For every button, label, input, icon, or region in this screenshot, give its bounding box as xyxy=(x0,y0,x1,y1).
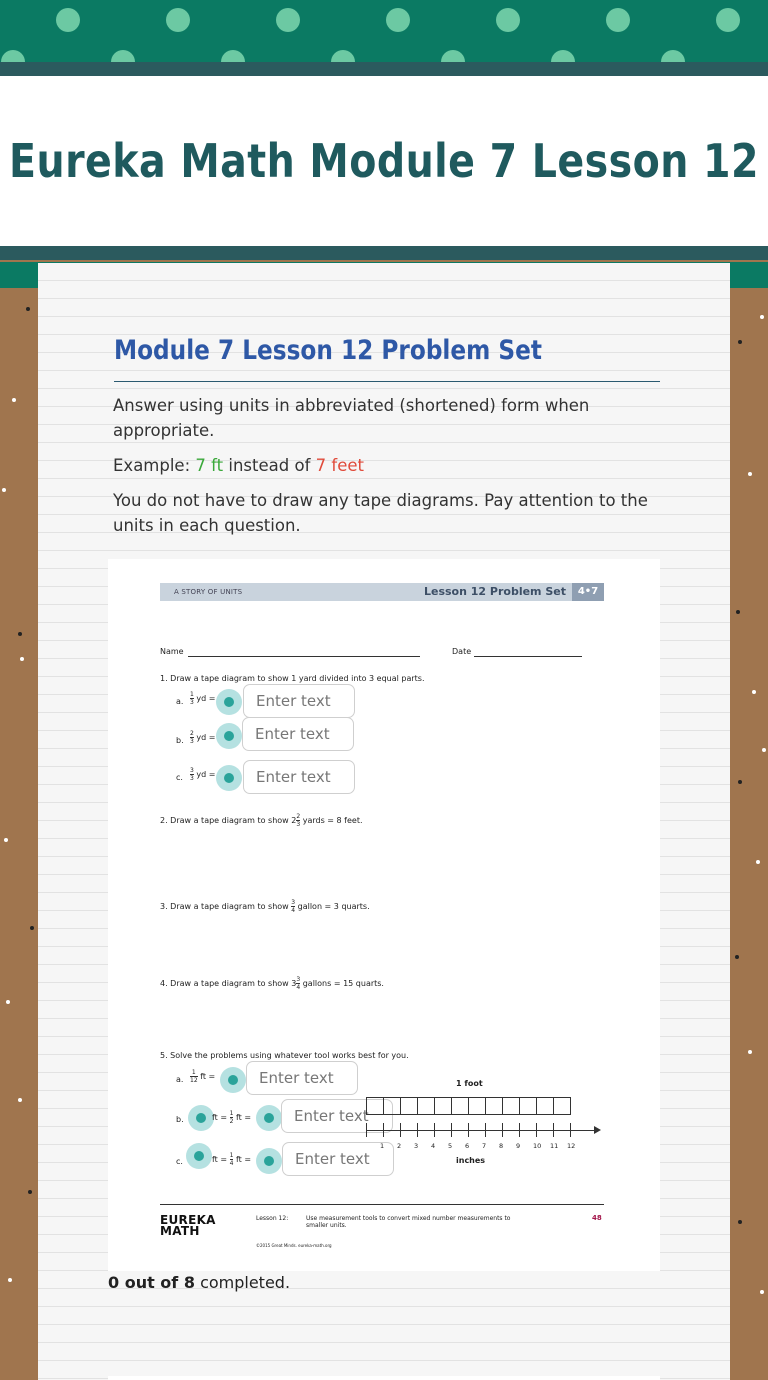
instruction-units: Answer using units in abbreviated (shortened) form when appropriate. xyxy=(113,396,590,440)
example-correct: 7 ft xyxy=(195,456,224,475)
next-panel-edge xyxy=(108,1376,660,1380)
fraction: $\frac{3}{4}$ xyxy=(296,976,301,991)
ruler-unit-label: inches xyxy=(456,1156,486,1165)
eureka-math-logo: EUREKA MATH xyxy=(160,1213,216,1238)
ruler-tick xyxy=(502,1123,503,1137)
ruler-number-label: 11 xyxy=(550,1142,559,1150)
ruler-cell-divider xyxy=(519,1097,520,1115)
instruction-tape-diagrams: You do not have to draw any tape diagrams. Pay attention to the units in each question. xyxy=(113,491,648,535)
banner-stripe xyxy=(0,62,768,76)
polka-dot-banner xyxy=(0,0,768,62)
ruler-tick xyxy=(570,1123,571,1137)
title-divider xyxy=(114,381,660,382)
ruler-cell-divider xyxy=(383,1097,384,1115)
completion-suffix: completed. xyxy=(200,1273,291,1292)
q5a-label: a. xyxy=(176,1075,184,1084)
fraction: $\frac{1}{12}$ xyxy=(190,1069,198,1084)
ruler-number-label: 6 xyxy=(465,1142,470,1150)
ruler-cell-divider xyxy=(417,1097,418,1115)
question-4: 4. Draw a tape diagram to show 3 $\frac{3}{4}$ gallons = 15 quarts. xyxy=(160,976,384,991)
q5c-hotspot-marker[interactable] xyxy=(256,1148,282,1174)
q1a-answer-input[interactable] xyxy=(243,684,355,718)
ruler-number-label: 5 xyxy=(448,1142,453,1150)
example-prefix: Example: xyxy=(113,456,191,475)
date-label: Date xyxy=(452,647,472,656)
ruler-number-label: 10 xyxy=(533,1142,542,1150)
q5a-answer-input[interactable] xyxy=(246,1061,358,1095)
ruler-tick xyxy=(451,1123,452,1137)
fraction: $\frac{1}{2}$ xyxy=(229,1110,234,1125)
ruler-number-label: 2 xyxy=(397,1142,402,1150)
ruler-number-label: 7 xyxy=(482,1142,487,1150)
sheet-grade-badge: 4•7 xyxy=(572,583,604,601)
q1a-expression: $\frac{1}{3}$ yd = xyxy=(190,691,216,706)
ruler-number-label: 12 xyxy=(567,1142,576,1150)
section-title: Module 7 Lesson 12 Problem Set xyxy=(114,335,542,366)
ruler-number-label: 9 xyxy=(516,1142,521,1150)
ruler-cell-divider xyxy=(502,1097,503,1115)
q5c-label: c. xyxy=(176,1157,183,1166)
title-band xyxy=(0,76,768,246)
ruler-title: 1 foot xyxy=(456,1079,483,1088)
ruler-tick xyxy=(383,1123,384,1137)
footer-copyright: ©2015 Great Minds. eureka-math.org xyxy=(256,1243,332,1248)
fraction: $\frac{2}{3}$ xyxy=(190,730,194,745)
example-middle: instead of xyxy=(228,456,311,475)
q5b-expression: ft = $\frac{1}{2}$ ft = xyxy=(212,1110,252,1125)
name-line xyxy=(188,656,420,657)
ruler-number-label: 1 xyxy=(380,1142,385,1150)
ruler-tick xyxy=(468,1123,469,1137)
q5b-label: b. xyxy=(176,1115,184,1124)
question-2: 2. Draw a tape diagram to show 2 $\frac{2}{3}$ yards = 8 feet. xyxy=(160,813,363,828)
ruler-tick xyxy=(485,1123,486,1137)
ruler-cell-divider xyxy=(400,1097,401,1115)
q5a-hotspot-marker[interactable] xyxy=(220,1067,246,1093)
q5c-answer-input[interactable] xyxy=(282,1142,394,1176)
ruler-tick xyxy=(417,1123,418,1137)
q1a-hotspot-marker[interactable] xyxy=(216,689,242,715)
fraction: $\frac{1}{3}$ xyxy=(190,691,194,706)
instruction-example xyxy=(113,453,663,478)
ruler-cell-divider xyxy=(553,1097,554,1115)
ruler-tick xyxy=(366,1123,367,1137)
date-line xyxy=(474,656,582,657)
fraction: $\frac{3}{3}$ xyxy=(190,767,194,782)
fraction: $\frac{3}{4}$ xyxy=(291,899,296,914)
example-wrong: 7 feet xyxy=(315,456,364,475)
q1b-answer-input[interactable] xyxy=(242,717,354,751)
question-1: 1. Draw a tape diagram to show 1 yard divided into 3 equal parts. xyxy=(160,674,425,683)
ruler-tick xyxy=(400,1123,401,1137)
fraction: $\frac{1}{4}$ xyxy=(229,1152,234,1167)
name-label: Name xyxy=(160,647,184,656)
sheet-lesson-label: Lesson 12 Problem Set xyxy=(423,585,566,598)
ruler-cell-divider xyxy=(451,1097,452,1115)
completion-count: 0 out of 8 xyxy=(108,1273,195,1292)
q5c-numerator-marker[interactable] xyxy=(186,1143,212,1169)
problem-set-sheet xyxy=(108,559,660,1271)
q5c-expression: ft = $\frac{1}{4}$ ft = xyxy=(212,1152,252,1167)
ruler-tick xyxy=(434,1123,435,1137)
q1a-label: a. xyxy=(176,697,184,706)
completion-status xyxy=(108,1273,290,1292)
ruler-number-label: 8 xyxy=(499,1142,504,1150)
q5a-expression: $\frac{1}{12}$ ft = xyxy=(190,1069,216,1084)
page-title: Eureka Math Module 7 Lesson 12 xyxy=(9,134,759,188)
ruler-tick xyxy=(536,1123,537,1137)
foot-ruler xyxy=(366,1097,602,1137)
question-3: 3. Draw a tape diagram to show $\frac{3}{4}$ gallon = 3 quarts. xyxy=(160,899,370,914)
q1c-label: c. xyxy=(176,773,183,782)
q5b-hotspot-marker[interactable] xyxy=(256,1105,282,1131)
ruler-cell-divider xyxy=(434,1097,435,1115)
ruler-cell-divider xyxy=(485,1097,486,1115)
ruler-cell-divider xyxy=(468,1097,469,1115)
question-5: 5. Solve the problems using whatever tool works best for you. xyxy=(160,1051,409,1060)
ruler-tick xyxy=(553,1123,554,1137)
ruler-number-label: 4 xyxy=(431,1142,436,1150)
q1b-expression: $\frac{2}{3}$ yd = xyxy=(190,730,216,745)
worksheet-paper xyxy=(38,263,730,1380)
fraction: $\frac{2}{3}$ xyxy=(296,813,301,828)
ruler-number-label: 3 xyxy=(414,1142,419,1150)
q1c-expression: $\frac{3}{3}$ yd = xyxy=(190,767,216,782)
q1b-hotspot-marker[interactable] xyxy=(216,723,242,749)
ruler-tick xyxy=(519,1123,520,1137)
q1b-label: b. xyxy=(176,736,184,745)
q1c-hotspot-marker[interactable] xyxy=(216,765,242,791)
ruler-cell-divider xyxy=(536,1097,537,1115)
ruler-arrow xyxy=(594,1126,601,1134)
q5b-numerator-marker[interactable] xyxy=(188,1105,214,1131)
footer-description: Use measurement tools to convert mixed number measurements to smaller units. xyxy=(306,1215,511,1229)
q1c-answer-input[interactable] xyxy=(243,760,355,794)
banner-stripe-lower xyxy=(0,246,768,260)
footer-lesson: Lesson 12: xyxy=(256,1215,289,1222)
footer-page-number: 48 xyxy=(592,1214,602,1222)
sheet-story-label: A STORY OF UNITS xyxy=(174,588,243,596)
sheet-header-bar xyxy=(160,583,604,601)
sheet-footer-rule xyxy=(160,1204,604,1205)
